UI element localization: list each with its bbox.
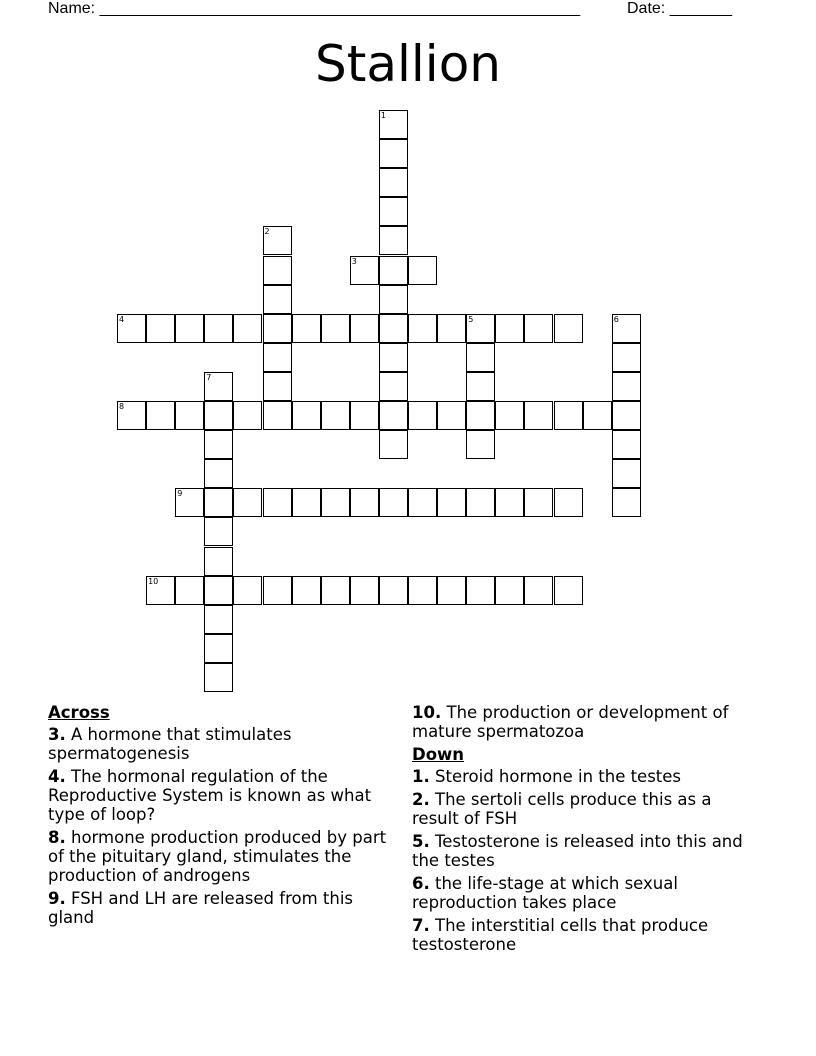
clue-across-4 (48, 767, 398, 824)
crossword-cell[interactable] (204, 605, 233, 634)
crossword-cell[interactable] (612, 488, 641, 517)
date-field[interactable]: Date: _______ (627, 0, 732, 17)
clue-number: 2. (412, 790, 430, 809)
crossword-cell[interactable] (495, 488, 524, 517)
crossword-cell[interactable] (146, 401, 175, 430)
crossword-cell[interactable] (408, 488, 437, 517)
clue-text: Testosterone is released into this and the testes (412, 832, 743, 870)
crossword-cell[interactable] (233, 401, 262, 430)
crossword-cell[interactable] (321, 314, 350, 343)
clue-text: The sertoli cells produce this as a result of FSH (412, 790, 712, 828)
crossword-cell[interactable] (117, 401, 146, 430)
crossword-cell[interactable] (379, 110, 408, 139)
crossword-cell[interactable] (612, 401, 641, 430)
clue-text: FSH and LH are released from this gland (48, 889, 354, 927)
crossword-cell[interactable] (204, 634, 233, 663)
clues-column-right (412, 703, 762, 958)
crossword-cell[interactable] (204, 314, 233, 343)
cell-number: 10 (148, 576, 159, 586)
crossword-cell[interactable] (263, 314, 292, 343)
crossword-cell[interactable] (292, 576, 321, 605)
crossword-cell[interactable] (263, 226, 292, 255)
crossword-cell[interactable] (350, 314, 379, 343)
crossword-cell[interactable] (379, 139, 408, 168)
crossword-cell[interactable] (466, 576, 495, 605)
clue-number: 4. (48, 767, 66, 786)
crossword-cell[interactable] (204, 488, 233, 517)
crossword-cell[interactable] (466, 488, 495, 517)
clue-text: The interstitial cells that produce testosterone (412, 916, 709, 954)
crossword-cell[interactable] (612, 430, 641, 459)
crossword-cell[interactable] (146, 576, 175, 605)
crossword-cell[interactable] (408, 314, 437, 343)
crossword-cell[interactable] (117, 314, 146, 343)
crossword-cell[interactable] (408, 256, 437, 285)
crossword-cell[interactable] (437, 401, 466, 430)
crossword-cell[interactable] (350, 256, 379, 285)
crossword-cell[interactable] (379, 226, 408, 255)
crossword-cell[interactable] (204, 401, 233, 430)
crossword-cell[interactable] (146, 314, 175, 343)
clue-across-9 (48, 889, 398, 927)
cell-number: 1 (380, 111, 386, 120)
crossword-cell[interactable] (466, 372, 495, 401)
crossword-cell[interactable] (263, 343, 292, 372)
crossword-cell[interactable] (263, 488, 292, 517)
crossword-cell[interactable] (292, 488, 321, 517)
crossword-cell[interactable] (204, 459, 233, 488)
clue-across-8 (48, 828, 398, 885)
crossword-cell[interactable] (263, 401, 292, 430)
crossword-cell[interactable] (524, 488, 553, 517)
crossword-cell[interactable] (379, 314, 408, 343)
crossword-cell[interactable] (524, 314, 553, 343)
crossword-cell[interactable] (350, 576, 379, 605)
crossword-cell[interactable] (437, 488, 466, 517)
crossword-cell[interactable] (204, 547, 233, 576)
crossword-cell[interactable] (321, 576, 350, 605)
crossword-cell[interactable] (408, 576, 437, 605)
crossword-cell[interactable] (379, 343, 408, 372)
clue-number: 5. (412, 832, 430, 851)
crossword-cell[interactable] (321, 401, 350, 430)
crossword-cell[interactable] (292, 401, 321, 430)
crossword-cell[interactable] (263, 256, 292, 285)
crossword-cell[interactable] (466, 314, 495, 343)
clue-down-5 (412, 832, 762, 870)
crossword-cell[interactable] (408, 401, 437, 430)
cell-number: 9 (177, 489, 183, 499)
crossword-cell[interactable] (466, 343, 495, 372)
crossword-cell[interactable] (204, 372, 233, 401)
cell-number: 2 (264, 227, 270, 237)
crossword-cell[interactable] (554, 401, 583, 430)
clue-down-6 (412, 874, 762, 912)
crossword-cell[interactable] (204, 576, 233, 605)
cell-number: 3 (351, 256, 357, 266)
across-heading: Across (48, 703, 110, 722)
crossword-cell[interactable] (263, 576, 292, 605)
clue-number: 8. (48, 828, 66, 847)
crossword-cell[interactable] (612, 314, 641, 343)
cell-number: 4 (119, 314, 125, 324)
crossword-cell[interactable] (437, 314, 466, 343)
page-title: Stallion (315, 35, 501, 93)
crossword-cell[interactable] (379, 372, 408, 401)
clue-number: 10. (412, 703, 442, 722)
crossword-cell[interactable] (554, 488, 583, 517)
clue-down-7 (412, 916, 762, 954)
crossword-cell[interactable] (233, 488, 262, 517)
crossword-cell[interactable] (524, 576, 553, 605)
clue-number: 6. (412, 874, 430, 893)
clues-column-left (48, 703, 398, 931)
clue-down-2 (412, 790, 762, 828)
cell-number: 5 (468, 314, 474, 324)
cell-number: 8 (119, 402, 125, 411)
clue-text: A hormone that stimulates spermatogenesis (48, 725, 292, 763)
crossword-cell[interactable] (233, 314, 262, 343)
crossword-cell[interactable] (175, 314, 204, 343)
crossword-cell[interactable] (379, 197, 408, 226)
crossword-cell[interactable] (495, 576, 524, 605)
crossword-cell[interactable] (204, 517, 233, 546)
crossword-cell[interactable] (612, 372, 641, 401)
crossword-cell[interactable] (350, 401, 379, 430)
crossword-cell[interactable] (321, 488, 350, 517)
crossword-cell[interactable] (175, 401, 204, 430)
crossword-cell[interactable] (524, 401, 553, 430)
crossword-cell[interactable] (350, 488, 379, 517)
clue-text: The production or development of mature spermatozoa (412, 703, 729, 741)
clue-text: hormone production produced by part of the pituitary gland, stimulates the production of androgens (48, 828, 387, 885)
clue-across-3 (48, 725, 398, 763)
crossword-cell[interactable] (263, 285, 292, 314)
cell-number: 7 (206, 372, 212, 382)
crossword-cell[interactable] (379, 256, 408, 285)
clue-number: 7. (412, 916, 430, 935)
clue-number: 3. (48, 725, 66, 744)
crossword-cell[interactable] (204, 663, 233, 692)
clue-across-10 (412, 703, 762, 741)
crossword-cell[interactable] (379, 401, 408, 430)
crossword-cell[interactable] (175, 576, 204, 605)
crossword-cell[interactable] (554, 314, 583, 343)
down-heading: Down (412, 745, 465, 764)
crossword-cell[interactable] (175, 488, 204, 517)
crossword-cell[interactable] (263, 372, 292, 401)
crossword-cell[interactable] (583, 401, 612, 430)
clue-text: The hormonal regulation of the Reproductive System is known as what type of loop? (48, 767, 372, 824)
crossword-cell[interactable] (612, 343, 641, 372)
crossword-cell[interactable] (466, 401, 495, 430)
crossword-cell[interactable] (379, 430, 408, 459)
crossword-cell[interactable] (495, 314, 524, 343)
crossword-cell[interactable] (379, 576, 408, 605)
crossword-cell[interactable] (495, 401, 524, 430)
crossword-cell[interactable] (379, 168, 408, 197)
clue-down-1 (412, 767, 762, 786)
crossword-cell[interactable] (204, 430, 233, 459)
cell-number: 6 (613, 314, 619, 324)
crossword-cell[interactable] (292, 314, 321, 343)
crossword-cell[interactable] (379, 488, 408, 517)
crossword-cell[interactable] (437, 576, 466, 605)
crossword-cell[interactable] (379, 285, 408, 314)
clue-number: 1. (412, 767, 430, 786)
clue-text: Steroid hormone in the testes (435, 767, 682, 786)
crossword-cell[interactable] (554, 576, 583, 605)
clue-number: 9. (48, 889, 66, 908)
crossword-cell[interactable] (612, 459, 641, 488)
crossword-cell[interactable] (233, 576, 262, 605)
clue-text: the life-stage at which sexual reproduction takes place (412, 874, 678, 912)
name-field[interactable]: Name: ______________________________________________________ (48, 0, 581, 17)
crossword-cell[interactable] (466, 430, 495, 459)
